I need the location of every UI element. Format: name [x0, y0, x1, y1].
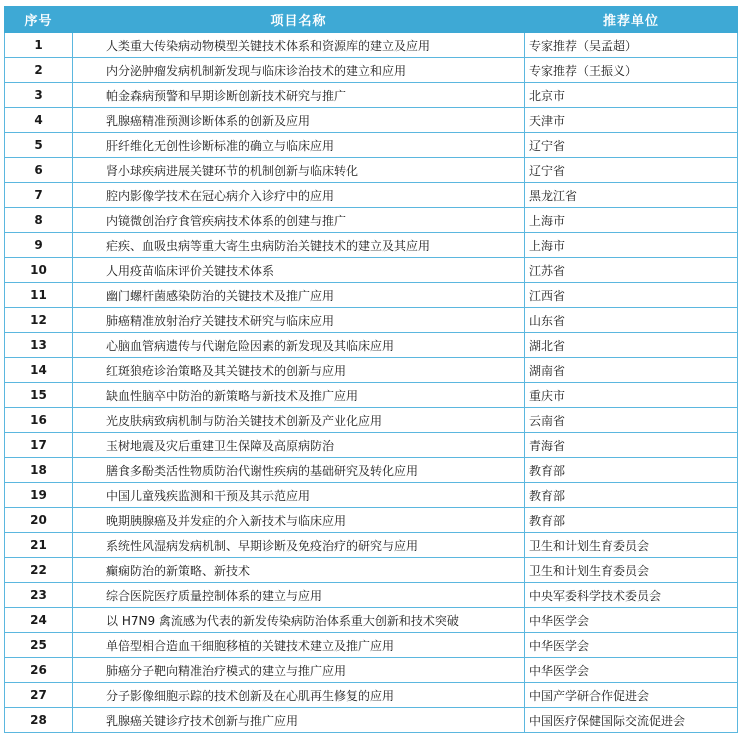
row-serial-number: 4: [5, 108, 73, 133]
row-recommending-unit: 上海市: [525, 208, 738, 233]
row-serial-number: 6: [5, 158, 73, 183]
table-row: [5, 358, 738, 383]
row-serial-number: 9: [5, 233, 73, 258]
row-project-name: 光皮肤病致病机制与防治关键技术创新及产业化应用: [73, 408, 525, 433]
table-row: [5, 533, 738, 558]
row-project-name: 以 H7N9 禽流感为代表的新发传染病防治体系重大创新和技术突破: [73, 608, 525, 633]
row-recommending-unit: 江苏省: [525, 258, 738, 283]
row-serial-number: 14: [5, 358, 73, 383]
row-recommending-unit: 上海市: [525, 233, 738, 258]
row-serial-number: 17: [5, 433, 73, 458]
row-serial-number: 13: [5, 333, 73, 358]
row-serial-number: 16: [5, 408, 73, 433]
table-row: [5, 383, 738, 408]
row-recommending-unit: 专家推荐（王振义）: [525, 58, 738, 83]
row-serial-number: 19: [5, 483, 73, 508]
projects-table: [4, 6, 738, 733]
row-project-name: 帕金森病预警和早期诊断创新技术研究与推广: [73, 83, 525, 108]
row-recommending-unit: 辽宁省: [525, 133, 738, 158]
row-project-name: 肾小球疾病进展关键环节的机制创新与临床转化: [73, 158, 525, 183]
row-project-name: 单倍型相合造血干细胞移植的关键技术建立及推广应用: [73, 633, 525, 658]
header-project-name: 项目名称: [73, 7, 525, 33]
table-row: [5, 658, 738, 683]
row-serial-number: 22: [5, 558, 73, 583]
table-row: [5, 208, 738, 233]
row-serial-number: 7: [5, 183, 73, 208]
row-project-name: 心脑血管病遗传与代谢危险因素的新发现及其临床应用: [73, 333, 525, 358]
row-project-name: 腔内影像学技术在冠心病介入诊疗中的应用: [73, 183, 525, 208]
table-row: [5, 608, 738, 633]
row-recommending-unit: 黑龙江省: [525, 183, 738, 208]
row-project-name: 中国儿童残疾监测和干预及其示范应用: [73, 483, 525, 508]
row-recommending-unit: 中央军委科学技术委员会: [525, 583, 738, 608]
row-recommending-unit: 江西省: [525, 283, 738, 308]
row-serial-number: 25: [5, 633, 73, 658]
table-row: [5, 408, 738, 433]
row-recommending-unit: 山东省: [525, 308, 738, 333]
row-recommending-unit: 中国产学研合作促进会: [525, 683, 738, 708]
table-row: [5, 33, 738, 58]
row-project-name: 系统性风湿病发病机制、早期诊断及免疫治疗的研究与应用: [73, 533, 525, 558]
table-row: [5, 233, 738, 258]
row-project-name: 幽门螺杆菌感染防治的关键技术及推广应用: [73, 283, 525, 308]
row-serial-number: 26: [5, 658, 73, 683]
row-recommending-unit: 专家推荐（吴孟超）: [525, 33, 738, 58]
row-recommending-unit: 北京市: [525, 83, 738, 108]
row-recommending-unit: 青海省: [525, 433, 738, 458]
row-recommending-unit: 中国医疗保健国际交流促进会: [525, 708, 738, 733]
table-row: [5, 258, 738, 283]
row-project-name: 红斑狼疮诊治策略及其关键技术的创新与应用: [73, 358, 525, 383]
row-project-name: 癫痫防治的新策略、新技术: [73, 558, 525, 583]
row-project-name: 晚期胰腺癌及并发症的介入新技术与临床应用: [73, 508, 525, 533]
header-serial-number: 序号: [5, 7, 73, 33]
table-row: [5, 708, 738, 733]
row-serial-number: 1: [5, 33, 73, 58]
table-row: [5, 308, 738, 333]
table-row: [5, 458, 738, 483]
row-serial-number: 10: [5, 258, 73, 283]
row-recommending-unit: 湖南省: [525, 358, 738, 383]
row-project-name: 缺血性脑卒中防治的新策略与新技术及推广应用: [73, 383, 525, 408]
row-serial-number: 27: [5, 683, 73, 708]
row-serial-number: 8: [5, 208, 73, 233]
row-serial-number: 24: [5, 608, 73, 633]
row-recommending-unit: 卫生和计划生育委员会: [525, 558, 738, 583]
table-row: [5, 583, 738, 608]
row-project-name: 内镜微创治疗食管疾病技术体系的创建与推广: [73, 208, 525, 233]
row-project-name: 人类重大传染病动物模型关键技术体系和资源库的建立及应用: [73, 33, 525, 58]
row-project-name: 疟疾、血吸虫病等重大寄生虫病防治关键技术的建立及其应用: [73, 233, 525, 258]
row-serial-number: 12: [5, 308, 73, 333]
table-row: [5, 58, 738, 83]
row-serial-number: 2: [5, 58, 73, 83]
row-project-name: 肝纤维化无创性诊断标准的确立与临床应用: [73, 133, 525, 158]
row-serial-number: 5: [5, 133, 73, 158]
row-project-name: 乳腺癌关键诊疗技术创新与推广应用: [73, 708, 525, 733]
row-recommending-unit: 中华医学会: [525, 658, 738, 683]
row-recommending-unit: 天津市: [525, 108, 738, 133]
table-row: [5, 333, 738, 358]
row-recommending-unit: 辽宁省: [525, 158, 738, 183]
row-recommending-unit: 教育部: [525, 458, 738, 483]
table-row: [5, 433, 738, 458]
row-recommending-unit: 教育部: [525, 483, 738, 508]
row-project-name: 乳腺癌精准预测诊断体系的创新及应用: [73, 108, 525, 133]
row-serial-number: 21: [5, 533, 73, 558]
header-row: [5, 7, 738, 33]
row-project-name: 肺癌精准放射治疗关键技术研究与临床应用: [73, 308, 525, 333]
row-recommending-unit: 中华医学会: [525, 633, 738, 658]
row-serial-number: 15: [5, 383, 73, 408]
table-row: [5, 108, 738, 133]
row-project-name: 玉树地震及灾后重建卫生保障及高原病防治: [73, 433, 525, 458]
row-project-name: 分子影像细胞示踪的技术创新及在心肌再生修复的应用: [73, 683, 525, 708]
row-project-name: 综合医院医疗质量控制体系的建立与应用: [73, 583, 525, 608]
table-row: [5, 83, 738, 108]
table-row: [5, 508, 738, 533]
row-recommending-unit: 教育部: [525, 508, 738, 533]
table-header: [5, 7, 738, 33]
row-project-name: 内分泌肿瘤发病机制新发现与临床诊治技术的建立和应用: [73, 58, 525, 83]
table-row: [5, 283, 738, 308]
row-recommending-unit: 重庆市: [525, 383, 738, 408]
row-serial-number: 23: [5, 583, 73, 608]
table-row: [5, 633, 738, 658]
row-recommending-unit: 云南省: [525, 408, 738, 433]
table-row: [5, 133, 738, 158]
table-row: [5, 183, 738, 208]
row-recommending-unit: 中华医学会: [525, 608, 738, 633]
row-serial-number: 3: [5, 83, 73, 108]
table-row: [5, 683, 738, 708]
table-row: [5, 483, 738, 508]
row-serial-number: 20: [5, 508, 73, 533]
row-serial-number: 28: [5, 708, 73, 733]
row-recommending-unit: 湖北省: [525, 333, 738, 358]
row-project-name: 肺癌分子靶向精准治疗模式的建立与推广应用: [73, 658, 525, 683]
table-body: [5, 33, 738, 733]
row-serial-number: 11: [5, 283, 73, 308]
row-project-name: 人用疫苗临床评价关键技术体系: [73, 258, 525, 283]
row-project-name: 膳食多酚类活性物质防治代谢性疾病的基础研究及转化应用: [73, 458, 525, 483]
table-row: [5, 558, 738, 583]
row-recommending-unit: 卫生和计划生育委员会: [525, 533, 738, 558]
table-row: [5, 158, 738, 183]
row-serial-number: 18: [5, 458, 73, 483]
header-recommending-unit: 推荐单位: [525, 7, 738, 33]
